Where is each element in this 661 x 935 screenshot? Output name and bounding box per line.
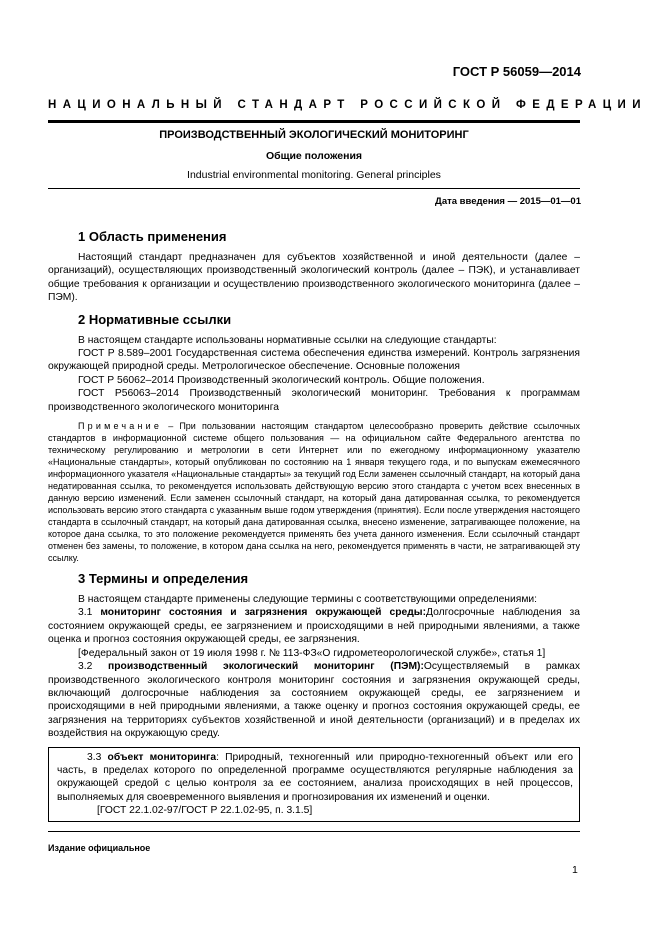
normative-reference: ГОСТ Р 56062–2014 Производственный экологический контроль. Общие положения. (78, 374, 485, 386)
document-body (48, 229, 580, 822)
term-3-2-definition: Осуществляемый в рамках производственного экологического контроля мониторинг состояния и загрязнения окружающей среды, включающий долгосрочные наблюдения за состоянием окружающей среды, ее загрязнением и происходящими в ней природными явлениями, а также оценку и прогноз состояния окружающей среды, ее загрязнения на территориях субъектов хозяйственной и иной деятельности (организаций) и в пределах их воздействия на окружающую среду. (48, 661, 580, 740)
section-2-intro: В настоящем стандарте использованы нормативные ссылки на следующие стандарты: (78, 334, 497, 346)
term-3-2: 3.2 производственный экологический мониторинг (ПЭМ):Осуществляемый в рамках производственного экологического контроля мониторинг состояния и загрязнения окружающей среды, включающий долгосрочные наблюдения за состоянием окружающей среды, ее загрязнением и происходящими в ней природными явлениями, а также оценку и прогноз состояния окружающей среды, ее загрязнения на территориях субъектов хозяйственной и иной деятельности (организаций) и в пределах их воздействия на окружающую среду. (48, 661, 580, 740)
term-3-1-name: мониторинг состояния и загрязнения окружающей среды: (100, 607, 427, 619)
term-3-1-definition: Долгосрочные наблюдения за состоянием окружающей среды, ее загрязнением и происходящими в ней природными явлениями, а также оценка и прогноз состояния окружающей среды, ее загрязнения. (48, 607, 580, 646)
document-number: ГОСТ Р 56059—2014 (452, 64, 581, 79)
section-1-paragraph: Настоящий стандарт предназначен для субъектов хозяйственной и иной деятельности (далее – организаций), осуществляющих производственный экологический контроль (далее – ПЭК), и устанавливает общие требования к организации и осуществлению производственного экологического мониторинга (далее – ПЭМ). (48, 252, 580, 304)
title-rule (48, 188, 580, 189)
term-3-1-source: [Федеральный закон от 19 июля 1998 г. № 113-ФЗ«О гидрометеорологической службе», статья 1] (78, 647, 546, 659)
note-text: – При пользовании настоящим стандартом целесообразно проверить действие ссылочных стандартов в информационной системе общего пользования — на официальном сайте Федерального агентства по техническому регулированию и метрологии в сети Интернет или по ежегодному информационному указателю «Национальные стандарты», который опубликован по состоянию на 1 января текущего года, и по выпускам ежемесячного информационного указателя «Национальные стандарты» за текущий год Если заменен ссылочный стандарт, на который дана недатированная ссылка, то рекомендуется использовать действующую версию этого стандарта с учетом всех внесенных в данную версию изменений. Если заменен ссылочный стандарт, на который дана датированная ссылка, то рекомендуется использовать версию этого стандарта с указанным выше годом утверждения (принятия). Если после утверждения настоящего стандарта в ссылочный стандарт, на который дана датированная ссылка, внесено изменение, затрагивающее положение, на которое дана ссылка, то это положение рекомендуется применять без учета данного изменения. Если ссылочный стандарт отменен без замены, то положение, в котором дана ссылка на него, рекомендуется применять в части, не затрагивающей эту ссылку. (48, 421, 580, 564)
term-3-3-source: [ГОСТ 22.1.02-97/ГОСТ Р 22.1.02-95, п. 3.1.5] (97, 805, 313, 817)
header-rule (48, 120, 580, 123)
term-3-2-name: производственный экологический мониторинг (ПЭМ): (108, 661, 424, 673)
document-subtitle: Общие положения (265, 150, 363, 162)
section-3-intro: В настоящем стандарте применены следующие термины с соответствующими определениями: (78, 594, 538, 606)
normative-reference: ГОСТ Р56063–2014 Производственный экологический мониторинг. Требования к программам производственного экологического мониторинга (48, 388, 580, 413)
term-3-1: 3.1 мониторинг состояния и загрязнения окружающей среды:Долгосрочные наблюдения за состоянием окружающей среды, ее загрязнением и происходящими в ней природными явлениями, а также оценка и прогноз состояния окружающей среды, ее загрязнения. (48, 607, 580, 646)
edition-label: Издание официальное (48, 843, 151, 853)
normative-reference: ГОСТ Р 8.589–2001 Государственная система обеспечения единства измерений. Контроль загрязнения окружающей природной среды. Метрологическое обеспечение. Основные положения (48, 348, 580, 373)
note-label: Примечание (78, 421, 163, 432)
term-3-3-definition: : Природный, техногенный или природно-техногенный объект или его часть, в пределах которого по определенной программе осуществляются регулярные наблюдения за окружающей средой с целью контроля за ее состоянием, анализа происходящих в ней процессов, выполняемых для своевременного выявления и прогнозирования их изменений и оценки. (57, 751, 573, 803)
page-number: 1 (572, 864, 578, 876)
effective-date: Дата введения — 2015—01—01 (435, 196, 581, 207)
term-3-3: 3.3 объект мониторинга: Природный, техногенный или природно-техногенный объект или его часть, в пределах которого по определенной программе осуществляются регулярные наблюдения за окружающей средой с целью контроля за ее состоянием, анализа происходящих в ней процессов, выполняемых для своевременного выявления и прогнозирования их изменений и оценки. (57, 751, 573, 803)
standard-banner: НАЦИОНАЛЬНЫЙ СТАНДАРТ РОССИЙСКОЙ ФЕДЕРАЦИИ (48, 99, 647, 111)
section-3-heading: 3 Термины и определения (78, 571, 249, 587)
english-title: Industrial environmental monitoring. General principles (187, 169, 441, 181)
term-3-3-name: объект мониторинга (107, 751, 217, 763)
footer-rule (48, 831, 580, 832)
document-title: ПРОИЗВОДСТВЕННЫЙ ЭКОЛОГИЧЕСКИЙ МОНИТОРИНГ (159, 129, 469, 141)
term-3-3-box (48, 747, 580, 822)
reference-note (48, 420, 580, 564)
section-2-heading: 2 Нормативные ссылки (78, 311, 232, 327)
section-1-heading: 1 Область применения (78, 229, 227, 244)
